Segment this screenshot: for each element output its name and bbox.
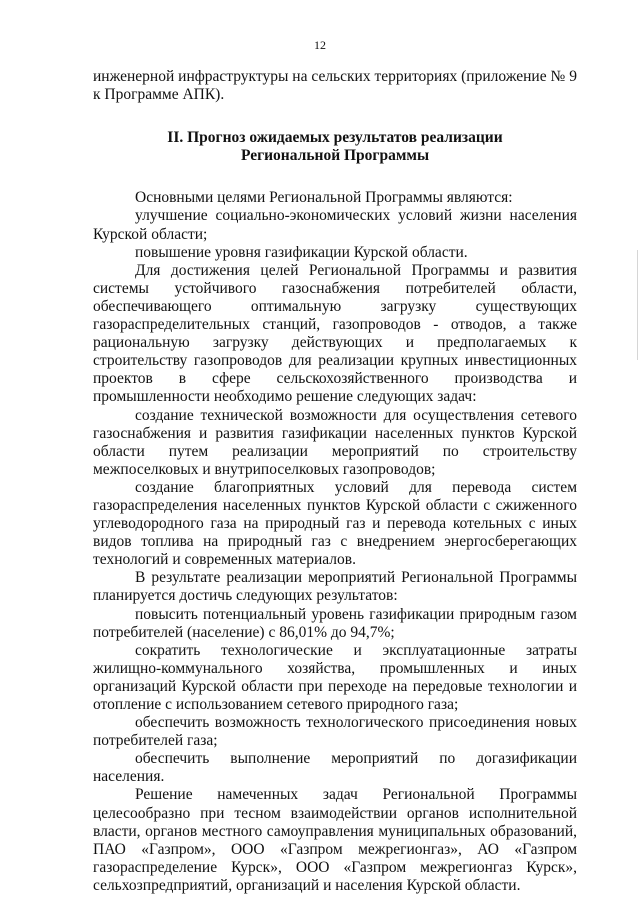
intro-paragraph: инженерной инфраструктуры на сельских территориях (приложение № 9 к Программе АПК).: [93, 68, 577, 104]
paragraph-result-3: обеспечить возможность технологического присоединения новых потребителей газа;: [93, 714, 577, 750]
page-number: 12: [314, 38, 326, 52]
paragraph-result-2: сократить технологические и эксплуатационные затраты жилищно-коммунального хозяйства, промышленных и иных организаций Курской области при переходе на передовые технологии и отопление с использованием сетевого природного газа;: [93, 641, 577, 713]
paragraph-task-2: создание благоприятных условий для перевода систем газораспределения населенных пунктов Курской области с сжиженного углеводородного газа на природный газ и перевода котельных с иных видов топлива на природный газ с внедрением энергосберегающих технологий и современных материалов.: [93, 478, 577, 569]
scan-edge-mark: [637, 250, 638, 360]
paragraph-conclusion: Решение намеченных задач Региональной Программы целесообразно при тесном взаимодействии органов исполнительной власти, органов местного самоуправления муниципальных образований, ПАО «Газпром», ООО «Газпром межрегионгаз», АО «Газпром газораспределение Курск», ООО «Газпром межрегионгаз Курск», сельхозпредприятий, организаций и населения Курской области.: [93, 786, 577, 894]
paragraph-goal-2: повышение уровня газификации Курской области.: [135, 243, 468, 261]
paragraph-goal-1: улучшение социально-экономических условий жизни населения Курской области;: [93, 207, 577, 243]
section-heading-line-2: Региональной Программы: [240, 147, 430, 165]
paragraph-result-1: повысить потенциальный уровень газификации природным газом потребителей (население) с 86,01% до 94,7%;: [93, 605, 577, 641]
paragraph-results-intro: В результате реализации мероприятий Региональной Программы планируется достичь следующих результатов:: [93, 569, 577, 605]
section-heading-line-1: II. Прогноз ожидаемых результатов реализации: [167, 129, 503, 147]
section-heading: [93, 129, 577, 165]
paragraph-task-1: создание технической возможности для осуществления сетевого газоснабжения и развития газификации населенных пунктов Курской области путем реализации мероприятий по строительству межпоселковых и внутрипоселковых газопроводов;: [93, 406, 577, 478]
paragraph-tasks-intro: Для достижения целей Региональной Программы и развития системы устойчивого газоснабжения потребителей области, обеспечивающего оптимальную загрузку существующих газораспределительных станций, газопроводов - отводов, а также рациональную загрузку действующих и предполагаемых к строительству газопроводов для реализации крупных инвестиционных проектов в сфере сельскохозяйственного производства и промышленности необходимо решение следующих задач:: [93, 261, 577, 406]
paragraph-result-4: обеспечить выполнение мероприятий по догазификации населения.: [93, 750, 577, 786]
paragraph-goals-intro: Основными целями Региональной Программы являются:: [135, 189, 513, 207]
document-body: [93, 68, 577, 895]
